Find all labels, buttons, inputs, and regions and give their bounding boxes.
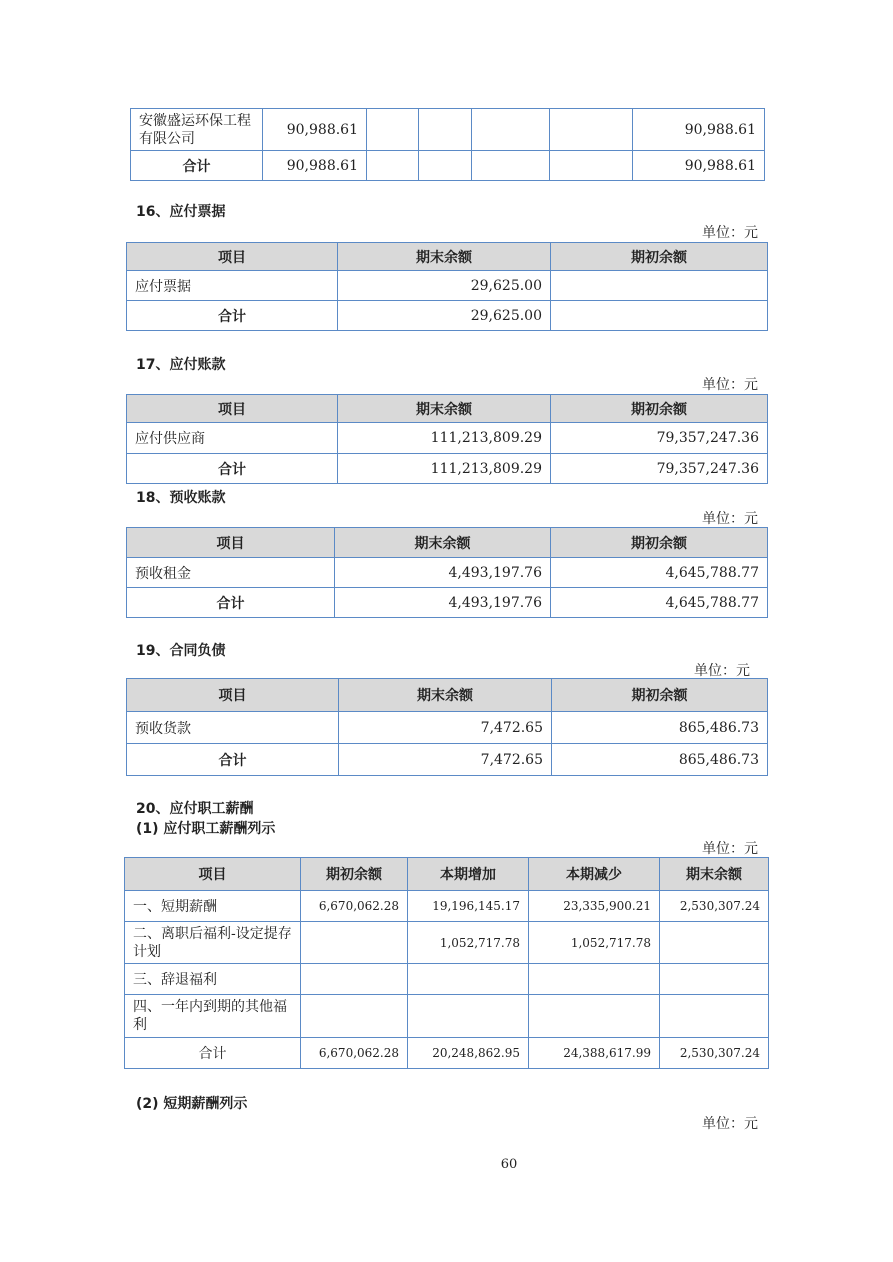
table-row (125, 964, 769, 995)
column-header: 期末余额 (338, 395, 551, 423)
column-header: 项目 (127, 395, 338, 423)
cell-value (660, 995, 769, 1038)
row-name: 四、一年内到期的其他福利 (125, 995, 301, 1038)
column-header: 本期减少 (529, 858, 660, 891)
column-header: 期末余额 (339, 679, 552, 712)
column-header: 项目 (127, 528, 335, 558)
table-row (127, 558, 768, 588)
cell-value (660, 922, 769, 964)
column-header: 项目 (125, 858, 301, 891)
cell-value: 865,486.73 (552, 744, 768, 776)
row-name: 一、短期薪酬 (125, 891, 301, 922)
section-19-heading: 19、合同负债 (136, 643, 226, 659)
cell-value: 4,493,197.76 (335, 588, 551, 618)
table-header-row (127, 395, 768, 423)
table-row (125, 922, 769, 964)
row-name: 合计 (127, 301, 338, 331)
cell-value (551, 271, 768, 301)
cell-value (660, 964, 769, 995)
column-header: 项目 (127, 679, 339, 712)
cell-value (419, 109, 472, 151)
cell-value: 79,357,247.36 (551, 454, 768, 484)
table-row (127, 271, 768, 301)
cell-value (472, 151, 550, 181)
section-18-heading: 18、预收账款 (136, 490, 226, 506)
cell-value (529, 964, 660, 995)
row-name: 二、离职后福利-设定提存计划 (125, 922, 301, 964)
table-row (127, 712, 768, 744)
cell-value: 7,472.65 (339, 712, 552, 744)
cell-value (408, 964, 529, 995)
table-header-row (127, 243, 768, 271)
row-name: 三、辞退福利 (125, 964, 301, 995)
cell-value: 24,388,617.99 (529, 1038, 660, 1069)
row-name: 合计 (127, 588, 335, 618)
section-16-heading: 16、应付票据 (136, 204, 226, 220)
column-header: 期初余额 (551, 243, 768, 271)
cell-value: 6,670,062.28 (301, 1038, 408, 1069)
row-name: 合计 (127, 454, 338, 484)
cell-value: 111,213,809.29 (338, 423, 551, 454)
cell-value (551, 301, 768, 331)
column-header: 期初余额 (551, 395, 768, 423)
cell-value (301, 922, 408, 964)
column-header: 期末余额 (660, 858, 769, 891)
cell-value: 4,645,788.77 (551, 588, 768, 618)
cell-value (301, 964, 408, 995)
table-header-row (127, 679, 768, 712)
cell-value (419, 151, 472, 181)
table-row-total (127, 454, 768, 484)
section-20-subheading-1: (1) 应付职工薪酬列示 (136, 821, 276, 837)
table-row (125, 891, 769, 922)
row-name: 合计 (131, 151, 263, 181)
unit-label: 单位：元 (702, 511, 758, 527)
unit-label: 单位：元 (702, 841, 758, 857)
table-row-total (125, 1038, 769, 1069)
cell-value: 90,988.61 (263, 151, 367, 181)
cell-value: 6,670,062.28 (301, 891, 408, 922)
cell-value: 79,357,247.36 (551, 423, 768, 454)
table-header-row (125, 858, 769, 891)
cell-value (367, 109, 419, 151)
unit-label: 单位：元 (694, 663, 750, 679)
row-name: 合计 (125, 1038, 301, 1069)
cell-value: 4,493,197.76 (335, 558, 551, 588)
table-row-total (127, 744, 768, 776)
cell-value: 865,486.73 (552, 712, 768, 744)
section-20-subheading-2: (2) 短期薪酬列示 (136, 1096, 248, 1112)
row-name: 应付票据 (127, 271, 338, 301)
table-header-row (127, 528, 768, 558)
table-row (127, 423, 768, 454)
row-name: 预收货款 (127, 712, 339, 744)
cell-value: 90,988.61 (263, 109, 367, 151)
column-header: 本期增加 (408, 858, 529, 891)
table-15-tail (130, 108, 765, 181)
column-header: 期初余额 (301, 858, 408, 891)
row-name: 应付供应商 (127, 423, 338, 454)
column-header: 期初余额 (552, 679, 768, 712)
cell-value: 1,052,717.78 (408, 922, 529, 964)
row-name: 预收租金 (127, 558, 335, 588)
row-name: 合计 (127, 744, 339, 776)
unit-label: 单位：元 (702, 1116, 758, 1132)
table-row-total (127, 588, 768, 618)
cell-value: 111,213,809.29 (338, 454, 551, 484)
table-row (131, 109, 765, 151)
row-name: 安徽盛运环保工程有限公司 (131, 109, 263, 151)
cell-value (301, 995, 408, 1038)
cell-value: 29,625.00 (338, 301, 551, 331)
table-16 (126, 242, 768, 331)
unit-label: 单位：元 (702, 225, 758, 241)
cell-value (550, 151, 633, 181)
cell-value: 4,645,788.77 (551, 558, 768, 588)
column-header: 期初余额 (551, 528, 768, 558)
cell-value: 20,248,862.95 (408, 1038, 529, 1069)
table-row-total (131, 151, 765, 181)
column-header: 期末余额 (335, 528, 551, 558)
unit-label: 单位：元 (702, 377, 758, 393)
cell-value: 29,625.00 (338, 271, 551, 301)
section-17-heading: 17、应付账款 (136, 357, 226, 373)
cell-value (408, 995, 529, 1038)
column-header: 期末余额 (338, 243, 551, 271)
cell-value: 2,530,307.24 (660, 1038, 769, 1069)
cell-value: 1,052,717.78 (529, 922, 660, 964)
column-header: 项目 (127, 243, 338, 271)
table-18 (126, 527, 768, 618)
table-19 (126, 678, 768, 776)
table-20 (124, 857, 769, 1069)
table-row-total (127, 301, 768, 331)
cell-value: 90,988.61 (633, 151, 765, 181)
cell-value (367, 151, 419, 181)
section-20-heading: 20、应付职工薪酬 (136, 801, 254, 817)
cell-value (472, 109, 550, 151)
page-number: 60 (500, 1157, 518, 1172)
table-row (125, 995, 769, 1038)
cell-value (529, 995, 660, 1038)
cell-value: 7,472.65 (339, 744, 552, 776)
cell-value: 19,196,145.17 (408, 891, 529, 922)
table-17 (126, 394, 768, 484)
cell-value: 2,530,307.24 (660, 891, 769, 922)
cell-value: 23,335,900.21 (529, 891, 660, 922)
cell-value (550, 109, 633, 151)
cell-value: 90,988.61 (633, 109, 765, 151)
